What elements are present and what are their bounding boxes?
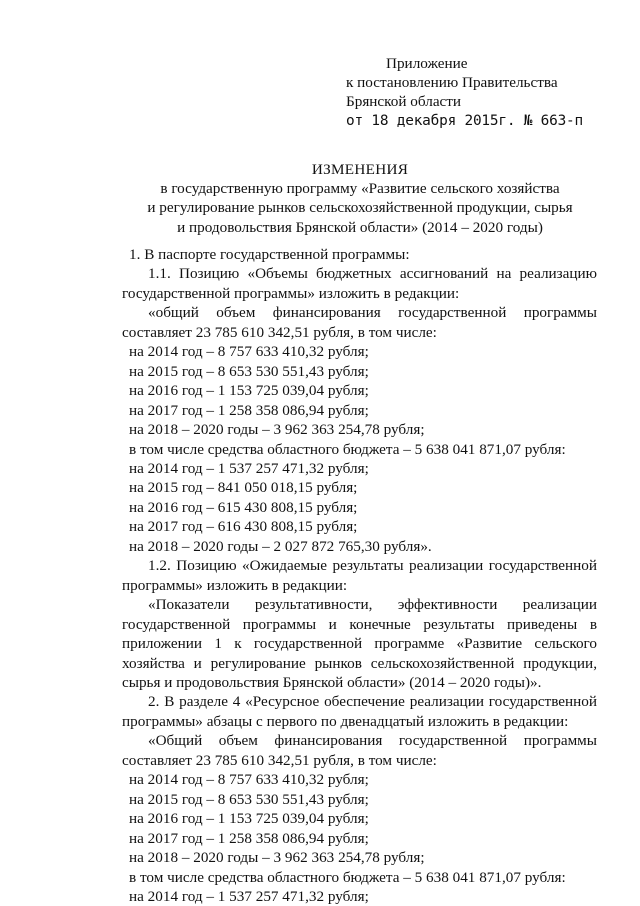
appendix-date-number: от 18 декабря 2015г. № 663-п: [346, 112, 583, 129]
document-body: [122, 245, 597, 906]
list-item: на 2014 год – 8 757 633 410,32 рубля;: [129, 343, 369, 361]
list-item: на 2017 год – 1 258 358 086,94 рубля;: [129, 401, 369, 419]
list-item: на 2017 год – 1 258 358 086,94 рубля;: [129, 829, 369, 847]
appendix-region: Брянской области: [346, 93, 462, 111]
section-2-intro: 2. В разделе 4 «Ресурсное обеспечение реализации государственной программы» абзацы с первого по двенадцатый изложить в редакции:: [122, 693, 597, 730]
section-1-intro: 1. В паспорте государственной программы:: [129, 246, 410, 263]
regional-budget-intro: в том числе средства областного бюджета – 5 638 041 871,07 рубля:: [129, 868, 566, 886]
list-item: на 2017 год – 616 430 808,15 рубля;: [129, 518, 358, 536]
appendix-resolution: к постановлению Правительства: [346, 74, 558, 92]
regional-years-list: [122, 887, 597, 906]
paragraph-1-2: 1.2. Позицию «Ожидаемые результаты реализации государственной программы» изложить в редакции:: [122, 557, 597, 594]
list-item: на 2018 – 2020 годы – 2 027 872 765,30 рубля».: [129, 537, 432, 555]
funding-years-list: [122, 770, 597, 867]
document-subtitle-line: в государственную программу «Развитие сельского хозяйства: [160, 180, 560, 198]
funding-total-paragraph: «Общий объем финансирования государственной программы составляет 23 785 610 342,51 рубля, в том числе:: [122, 732, 597, 769]
list-item: на 2016 год – 615 430 808,15 рубля;: [129, 498, 358, 516]
expected-results-paragraph: «Показатели результативности, эффективности реализации государственной программы и конечные результаты приведены в приложении 1 к государственной программе «Развитие сельского хозяйства и регулирование рынков сельскохозяйственной продукции, сырья и продовольствия Брянской области» (2014 – 2020 годы)».: [122, 596, 597, 691]
funding-years-list: [122, 342, 597, 439]
funding-total-paragraph: «общий объем финансирования государственной программы составляет 23 785 610 342,51 рубля, в том числе:: [122, 304, 597, 341]
appendix-block: [346, 54, 583, 131]
list-item: на 2015 год – 841 050 018,15 рубля;: [129, 479, 358, 497]
list-item: на 2015 год – 8 653 530 551,43 рубля;: [129, 362, 369, 380]
paragraph-1-1: 1.1. Позицию «Объемы бюджетных ассигнований на реализацию государственной программы» изложить в редакции:: [122, 265, 597, 302]
list-item: на 2018 – 2020 годы – 3 962 363 254,78 рубля;: [129, 849, 425, 867]
list-item: на 2018 – 2020 годы – 3 962 363 254,78 рубля;: [129, 421, 425, 439]
regional-budget-intro: в том числе средства областного бюджета – 5 638 041 871,07 рубля:: [129, 440, 566, 458]
list-item: на 2014 год – 1 537 257 471,32 рубля;: [129, 887, 369, 905]
document-subtitle-line: и продовольствия Брянской области» (2014 – 2020 годы): [177, 218, 543, 236]
list-item: на 2015 год – 8 653 530 551,43 рубля;: [129, 790, 369, 808]
document-subtitle-line: и регулирование рынков сельскохозяйственной продукции, сырья: [147, 199, 573, 217]
regional-years-list: [122, 459, 597, 556]
list-item: на 2014 год – 8 757 633 410,32 рубля;: [129, 771, 369, 789]
list-item: на 2016 год – 1 153 725 039,04 рубля;: [129, 810, 369, 828]
document-title: ИЗМЕНЕНИЯ: [311, 161, 409, 178]
list-item: на 2016 год – 1 153 725 039,04 рубля;: [129, 382, 369, 400]
document-heading: [80, 160, 640, 237]
appendix-label: Приложение: [386, 55, 468, 72]
list-item: на 2014 год – 1 537 257 471,32 рубля;: [129, 459, 369, 477]
